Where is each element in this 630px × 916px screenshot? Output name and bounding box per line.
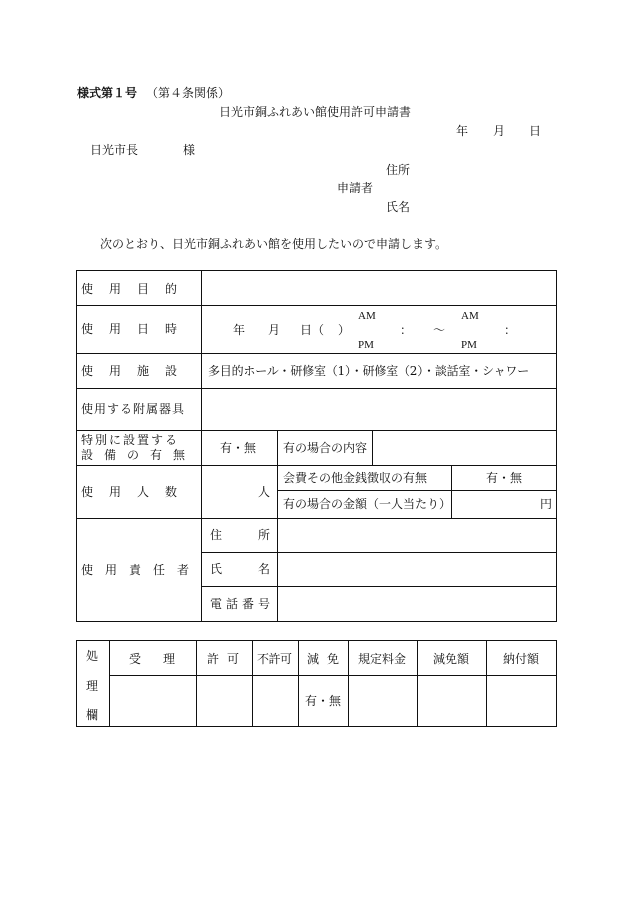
resp-phone-label: 電話番号 bbox=[210, 597, 275, 611]
processing-side-label-2: 理 bbox=[86, 679, 99, 693]
facility-label: 使用施設 bbox=[81, 364, 194, 378]
date-year-label: 年 bbox=[456, 124, 469, 138]
start-time-colon: ： bbox=[400, 323, 413, 337]
fee-amount-label: 有の場合の金額（一人当たり） bbox=[283, 497, 452, 511]
facility-options[interactable]: 多目的ホール・研修室（1）・研修室（2）・談話室・シャワー bbox=[208, 364, 529, 378]
resp-name-label: 氏名 bbox=[210, 562, 307, 576]
special-yesno[interactable]: 有・無 bbox=[220, 441, 257, 455]
col-payment-header: 納付額 bbox=[503, 652, 540, 666]
special-content-label: 有の場合の内容 bbox=[283, 441, 368, 455]
form-number: 様式第１号 bbox=[77, 86, 138, 100]
resp-address-label: 住所 bbox=[210, 528, 307, 542]
responsible-label: 使用責任者 bbox=[81, 563, 202, 577]
form-title: 日光市銅ふれあい館使用許可申請書 bbox=[219, 105, 412, 119]
date-day-label: 日 bbox=[529, 124, 542, 138]
start-am-label: AM bbox=[358, 310, 376, 322]
intro-text: 次のとおり、日光市銅ふれあい館を使用したいので申請します。 bbox=[100, 237, 448, 251]
purpose-field[interactable] bbox=[205, 275, 553, 301]
equipment-label: 使用する附属器具 bbox=[81, 402, 186, 416]
processing-side-label-3: 欄 bbox=[86, 708, 99, 722]
applicant-label: 申請者 bbox=[337, 181, 374, 195]
fee-yesno[interactable]: 有・無 bbox=[486, 471, 523, 485]
time-range-tilde: ～ bbox=[433, 323, 446, 337]
equipment-field[interactable] bbox=[205, 392, 553, 426]
applicant-name-label: 氏名 bbox=[386, 200, 411, 214]
special-label-line1: 特別に設置する bbox=[81, 433, 180, 447]
people-label: 使用人数 bbox=[81, 485, 194, 499]
special-label-line2: 設備の有無 bbox=[81, 448, 197, 462]
dt-day-label: 日（ bbox=[300, 323, 325, 337]
col-nonpermit-header: 不許可 bbox=[257, 652, 292, 666]
col-reduction-header: 減免額 bbox=[433, 652, 470, 666]
col-exemption-header: 減免 bbox=[307, 652, 348, 666]
dt-year-label: 年 bbox=[233, 323, 246, 337]
addressee: 日光市長 bbox=[90, 143, 139, 157]
fee-label: 会費その他金銭徴収の有無 bbox=[283, 471, 428, 485]
start-pm-label: PM bbox=[358, 339, 374, 351]
datetime-label: 使用日時 bbox=[81, 322, 194, 336]
applicant-address-label: 住所 bbox=[386, 163, 411, 177]
end-time-colon: ： bbox=[504, 323, 517, 337]
date-month-label: 月 bbox=[493, 124, 506, 138]
form-relation: （第４条関係） bbox=[146, 86, 231, 100]
fee-unit: 円 bbox=[540, 497, 553, 511]
dt-day-close: ） bbox=[338, 323, 351, 337]
purpose-label: 使用目的 bbox=[81, 282, 194, 296]
dt-month-label: 月 bbox=[268, 323, 281, 337]
end-pm-label: PM bbox=[461, 339, 477, 351]
col-permit-header: 許可 bbox=[207, 652, 248, 666]
col-standard-fee-header: 規定料金 bbox=[358, 652, 407, 666]
honorific: 様 bbox=[183, 143, 196, 157]
people-unit: 人 bbox=[258, 485, 271, 499]
processing-side-label-1: 処 bbox=[86, 649, 99, 663]
col-receive-header: 受理 bbox=[129, 652, 198, 666]
end-am-label: AM bbox=[461, 310, 479, 322]
exemption-yesno[interactable]: 有・無 bbox=[305, 694, 342, 708]
